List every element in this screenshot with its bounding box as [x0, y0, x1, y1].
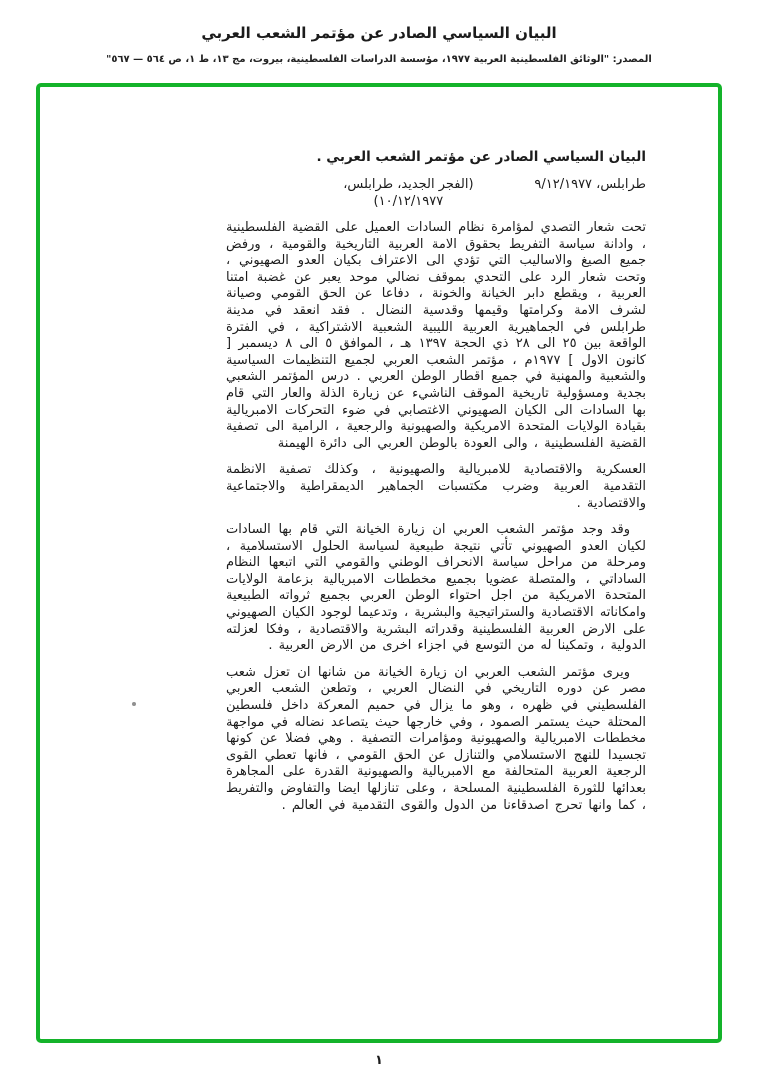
dateline-source: (الفجر الجديد، طرابلس، ١٠/١٢/١٩٧٧) — [343, 177, 474, 209]
body-paragraph: تحت شعار التصدي لمؤامرة نظام السادات العميل على القضية الفلسطينية ، وادانة سياسة التفريط بحقوق الامة العربية التاريخية والقومية ، ورفض جميع الصيغ والاساليب التي تؤدي الى الاعتراف بكيان العدو الصهيوني ، وتحت شعار الرد على التحدي بموقف نضالي موحد يعبر عن غضبة امتنا العربية ، ويقطع دابر الخيانة والخونة ، دفاعا عن الحق القومي وصيانة لشرف الامة وكرامتها وقيمها وقدسية النضال . فقد انعقد في مدينة طرابلس في الجماهيرية العربية الليبية الشعبية الاشتراكية ، في الفترة الواقعة بين ٢٥ الى ٢٨ ذي الحجة ١٣٩٧ هـ ، الموافق ٥ الى ٨ ديسمبر [ كانون الاول ] ١٩٧٧م ، مؤتمر الشعب العربي لجميع التنظيمات السياسية والشعبية والمهنية في جميع اقطار الوطن العربي . درس المؤتمر الشعبي بجدية ومسؤولية تاريخية الموقف الناشيء عن زيارة الذلة والعار التي قام بها السادات الى الكيان الصهيوني الاغتصابي في ضوء التحركات الامبريالية بقيادة الولايات المتحدة الامريكية والصهيونية والرجعية ، الرامية الى تصفية القضية الفلسطينية ، والى العودة بالوطن العربي الى دائرة الهيمنة — [226, 220, 646, 451]
ink-speck — [132, 702, 136, 706]
dateline — [226, 177, 646, 210]
page-number: ١ — [375, 1053, 383, 1068]
document-heading: البيان السياسي الصادر عن مؤتمر الشعب العربي . — [316, 149, 646, 165]
body-paragraph: العسكرية والاقتصادية للامبريالية والصهيونية ، وكذلك تصفية الانظمة التقدمية العربية وضرب مكتسبات الجماهير الديمقراطية والاجتماعية والاقتصادية . — [226, 462, 646, 511]
body-paragraph: ويرى مؤتمر الشعب العربي ان زيارة الخيانة من شانها ان تعزل شعب مصر عن دوره التاريخي في النضال العربي ، وتطعن الشعب العربي الفلسطيني في ظهره ، وهو ما يزال في حميم المعركة داخل فلسطين المحتلة حيث يستمر الصمود ، وفي خارجها حيث يتصاعد نضاله في مواجهة مخططات الامبريالية والصهيونية ومؤامرات التصفية . وهي فضلا عن كونها تجسيدا للنهج الاستسلامي والتنازل عن الحق القومي ، فانها تعطي القوى الرجعية العربية المتحالفة مع الامبريالية والصهيونية القدرة على المجاهرة بعدائها للثورة الفلسطينية المسلحة ، وعلى تنازلها ايضا والتفاوض والتفريط ، كما وانها تحرج اصدقاءنا من الدول والقوى التقدمية في العالم . — [226, 664, 646, 813]
dateline-place: طرابلس، ٩/١٢/١٩٧٧ — [534, 177, 646, 192]
document-frame — [36, 83, 722, 1043]
body-paragraph: وقد وجد مؤتمر الشعب العربي ان زيارة الخيانة التي قام بها السادات لكيان العدو الصهيوني تأتي نتيجة طبيعية لسياسة الحلول الاستسلامية ، ومرحلة من مراحل سياسة الانحراف الوطني والقومي التي اتبعها النظام الساداتي ، والمتصلة عضويا بجميع مخططات الامبريالية بزعامة الولايات المتحدة الامريكية من اجل احتواء الوطن العربي بجميع ثرواته الطبيعية وامكاناته الاقتصادية والستراتيجية والبشرية ، وتدعيما لوجود الكيان الصهيوني على الارض العربية الفلسطينية وقدراته البشرية والاقتصادية ، وفكا لعزلته الدولية ، وتمكينا له من التوسع في اجزاء اخرى من الارض العربية . — [226, 522, 646, 654]
page-title: البيان السياسي الصادر عن مؤتمر الشعب العربي — [201, 24, 557, 42]
source-citation: المصدر: "الوثائق الفلسطينية العربية ١٩٧٧، مؤسسة الدراسات الفلسطينية، بيروت، مج ١٣، ط ١، ص ٥٦٤ — ٥٦٧" — [106, 54, 652, 65]
